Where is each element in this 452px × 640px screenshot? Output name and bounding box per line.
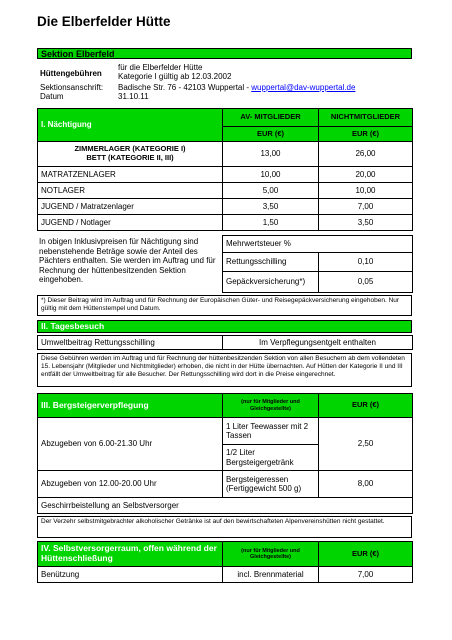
table-row bbox=[38, 183, 413, 199]
naechtigung-table bbox=[37, 108, 413, 231]
table-row bbox=[38, 199, 413, 215]
row-nonmembers: 3,50 bbox=[319, 215, 413, 231]
bergsteiger-row2-item: Bergsteigeressen (Fertiggewicht 500 g) bbox=[223, 471, 319, 498]
tagesbesuch-table bbox=[37, 335, 413, 350]
tagesbesuch-row-label: Umweltbeitrag Rettungsschilling bbox=[38, 336, 223, 350]
row-nonmembers: 7,00 bbox=[319, 199, 413, 215]
bergsteiger-row2-label: Abzugeben von 12.00-20.00 Uhr bbox=[38, 471, 223, 498]
row-members: 5,00 bbox=[223, 183, 319, 199]
bergsteiger-heading: III. Bergsteigerverpflegung bbox=[38, 394, 223, 418]
huettengebuehren-line2: Kategorie I gültig ab 12.03.2002 bbox=[118, 72, 232, 81]
bergsteiger-row3-label: Geschirrbeistellung an Selbstversorger bbox=[38, 498, 413, 514]
bergsteiger-currency: EUR (€) bbox=[319, 394, 413, 418]
row-members: 1,50 bbox=[223, 215, 319, 231]
row-label-line2: BETT (KATEGORIE II, III) bbox=[86, 153, 174, 162]
datum-label: Datum bbox=[40, 92, 64, 101]
tagesbesuch-heading: II. Tagesbesuch bbox=[37, 320, 412, 333]
bergsteiger-table bbox=[37, 393, 413, 514]
currency-members: EUR (€) bbox=[223, 127, 319, 142]
row-label: JUGEND / Notlager bbox=[38, 215, 223, 231]
huettengebuehren-label: Hüttengebühren bbox=[40, 69, 102, 78]
selbstversorger-row-item: incl. Brennmaterial bbox=[223, 567, 319, 583]
table-row bbox=[38, 167, 413, 183]
huettengebuehren-line1: für die Elberfelder Hütte bbox=[118, 63, 203, 72]
table-row bbox=[38, 215, 413, 231]
rettungsschilling-label: Rettungsschilling bbox=[223, 253, 319, 272]
selbstversorger-note-col: (nur für Mitglieder und Gleichgestellte) bbox=[223, 542, 319, 567]
bergsteiger-row1-value: 2,50 bbox=[319, 418, 413, 471]
row-members: 10,00 bbox=[223, 167, 319, 183]
bergsteiger-row1-item1: 1 Liter Teewasser mit 2 Tassen bbox=[223, 418, 319, 445]
bergsteiger-row1-item2: 1/2 Liter Bergsteigergetränk bbox=[223, 445, 319, 471]
tagesbesuch-note: Diese Gebühren werden im Auftrag und für Rechnung der hüttenbesitzenden Sektion von allen Besuchern ab dem vollendeten 15. Lebensjahr (Mitglieder und Nichtmitglieder) erhoben, die nicht in der Hütte übernachten. Auf Hütten der Kategorie II und III entfällt der Umweltbeitrag für alle Besucher. Der Rettungsschilling wird dort in die Preise eingerechnet. bbox=[37, 353, 412, 387]
gepaeck-value: 0,05 bbox=[319, 272, 413, 293]
row-nonmembers: 10,00 bbox=[319, 183, 413, 199]
row-members: 3,50 bbox=[223, 199, 319, 215]
tagesbesuch-row-value: Im Verpflegungsentgelt enthalten bbox=[223, 336, 413, 350]
gepaeck-label: Gepäckversicherung*) bbox=[223, 272, 319, 293]
row-nonmembers: 26,00 bbox=[319, 142, 413, 167]
selbstversorger-row-label: Benützung bbox=[38, 567, 223, 583]
selbstversorger-currency: EUR (€) bbox=[319, 542, 413, 567]
currency-nonmembers: EUR (€) bbox=[319, 127, 413, 142]
bergsteiger-note-col: (nur für Mitglieder und Gleichgestellte) bbox=[223, 394, 319, 418]
bergsteiger-note: Der Verzehr selbstmitgebrachter alkoholischer Getränke ist auf den bewirtschafteten Alpenvereinshütten nicht gestattet. bbox=[37, 516, 412, 538]
row-label-line1: ZIMMERLAGER (KATEGORIE I) bbox=[74, 144, 186, 154]
naechtigung-heading: I. Nächtigung bbox=[38, 109, 223, 142]
inclusive-text: In obigen Inklusivpreisen für Nächtigung sind nebenstehende Beträge sowie der Anteil des Pächters enthalten. Sie werden im Auftrag und für Rechnung der hüttenbesitzenden Sektion eingehoben. bbox=[39, 237, 216, 284]
anschrift-value: Badische Str. 76 - 42103 Wuppertal - bbox=[118, 83, 252, 92]
row-label: NOTLAGER bbox=[38, 183, 223, 199]
selbstversorger-row-value: 7,00 bbox=[319, 567, 413, 583]
row-label: JUGEND / Matratzenlager bbox=[38, 199, 223, 215]
row-nonmembers: 20,00 bbox=[319, 167, 413, 183]
row-members: 13,00 bbox=[223, 142, 319, 167]
email-link[interactable]: wuppertal@dav-wuppertal.de bbox=[251, 83, 356, 92]
anschrift-label: Sektionsanschrift: bbox=[40, 83, 104, 92]
rettungsschilling-value: 0,10 bbox=[319, 253, 413, 272]
fees-table bbox=[222, 235, 413, 293]
page-title: Die Elberfelder Hütte bbox=[37, 14, 171, 29]
section-header: Sektion Elberfeld bbox=[37, 48, 412, 59]
selbstversorger-table bbox=[37, 541, 413, 583]
mwst-label: Mehrwertsteuer % bbox=[223, 236, 413, 253]
bergsteiger-row1-label: Abzugeben von 6.00-21.30 Uhr bbox=[38, 418, 223, 471]
datum-value: 31.10.11 bbox=[118, 92, 149, 101]
bergsteiger-row2-value: 8,00 bbox=[319, 471, 413, 498]
col-nonmembers: NICHTMITGLIEDER bbox=[319, 109, 413, 127]
footnote: *) Dieser Beitrag wird im Auftrag und für Rechnung der Europäischen Güter- und Reisegepäckversicherung eingehoben. Nur gültig mit dem Hüttenstempel und Datum. bbox=[37, 295, 412, 316]
table-row bbox=[38, 142, 413, 167]
row-label: MATRATZENLAGER bbox=[38, 167, 223, 183]
selbstversorger-heading: IV. Selbstversorgerraum, offen während der Hüttenschließung bbox=[38, 542, 223, 567]
col-members: AV- MITGLIEDER bbox=[223, 109, 319, 127]
